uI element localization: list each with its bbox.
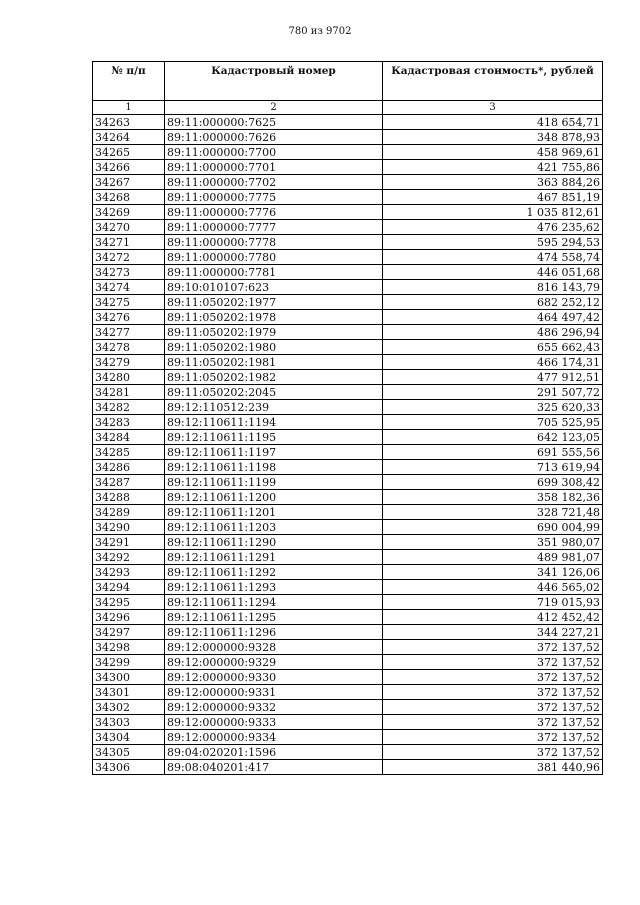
row-index: 34289	[93, 505, 165, 520]
table-row	[93, 115, 603, 130]
table-row	[93, 565, 603, 580]
cadastral-number: 89:12:110611:1295	[165, 610, 383, 625]
cadastral-number: 89:12:110611:1294	[165, 595, 383, 610]
cadastral-value: 412 452,42	[383, 610, 603, 625]
row-index: 34277	[93, 325, 165, 340]
cadastral-number: 89:12:110611:1296	[165, 625, 383, 640]
cadastral-number: 89:11:000000:7777	[165, 220, 383, 235]
row-index: 34264	[93, 130, 165, 145]
row-index: 34263	[93, 115, 165, 130]
cadastral-value: 466 174,31	[383, 355, 603, 370]
cadastral-value: 363 884,26	[383, 175, 603, 190]
cadastral-value: 464 497,42	[383, 310, 603, 325]
table-row	[93, 310, 603, 325]
table-row	[93, 295, 603, 310]
cadastral-value: 348 878,93	[383, 130, 603, 145]
table-row	[93, 760, 603, 775]
cadastral-number: 89:11:050202:1980	[165, 340, 383, 355]
cadastral-value: 705 525,95	[383, 415, 603, 430]
row-index: 34305	[93, 745, 165, 760]
table-row	[93, 130, 603, 145]
cadastral-value: 328 721,48	[383, 505, 603, 520]
cadastral-value: 699 308,42	[383, 475, 603, 490]
cadastral-value: 372 137,52	[383, 685, 603, 700]
column-header-cadastral-value: Кадастровая стоимость*, рублей	[383, 62, 603, 101]
column-number: 2	[165, 101, 383, 115]
cadastral-value: 477 912,51	[383, 370, 603, 385]
cadastral-number: 89:11:000000:7781	[165, 265, 383, 280]
cadastral-value: 719 015,93	[383, 595, 603, 610]
row-index: 34290	[93, 520, 165, 535]
cadastral-value: 1 035 812,61	[383, 205, 603, 220]
table-row	[93, 220, 603, 235]
table-row	[93, 745, 603, 760]
cadastral-value: 372 137,52	[383, 730, 603, 745]
cadastral-value: 372 137,52	[383, 745, 603, 760]
cadastral-value: 467 851,19	[383, 190, 603, 205]
table-row	[93, 655, 603, 670]
row-index: 34285	[93, 445, 165, 460]
row-index: 34286	[93, 460, 165, 475]
table-row	[93, 370, 603, 385]
table-row	[93, 730, 603, 745]
row-index: 34276	[93, 310, 165, 325]
table-row	[93, 685, 603, 700]
row-index: 34298	[93, 640, 165, 655]
cadastral-value: 372 137,52	[383, 670, 603, 685]
table-row	[93, 355, 603, 370]
row-index: 34288	[93, 490, 165, 505]
table-row	[93, 280, 603, 295]
row-index: 34299	[93, 655, 165, 670]
cadastral-value: 381 440,96	[383, 760, 603, 775]
table-row	[93, 640, 603, 655]
cadastral-number: 89:11:000000:7626	[165, 130, 383, 145]
cadastral-number: 89:12:110611:1292	[165, 565, 383, 580]
cadastral-value: 372 137,52	[383, 715, 603, 730]
row-index: 34268	[93, 190, 165, 205]
table-row	[93, 505, 603, 520]
column-number: 3	[383, 101, 603, 115]
column-header-index: № п/п	[93, 62, 165, 101]
cadastral-value: 595 294,53	[383, 235, 603, 250]
table-row	[93, 175, 603, 190]
column-number-row	[93, 101, 603, 115]
row-index: 34284	[93, 430, 165, 445]
cadastral-number: 89:11:000000:7625	[165, 115, 383, 130]
row-index: 34304	[93, 730, 165, 745]
table-header-row	[93, 62, 603, 101]
row-index: 34280	[93, 370, 165, 385]
cadastral-number: 89:12:110611:1194	[165, 415, 383, 430]
cadastral-number: 89:11:050202:1977	[165, 295, 383, 310]
cadastral-number: 89:11:000000:7778	[165, 235, 383, 250]
cadastral-number: 89:12:000000:9332	[165, 700, 383, 715]
cadastral-number: 89:11:050202:1978	[165, 310, 383, 325]
cadastral-value: 489 981,07	[383, 550, 603, 565]
row-index: 34275	[93, 295, 165, 310]
cadastral-value: 351 980,07	[383, 535, 603, 550]
cadastral-value: 341 126,06	[383, 565, 603, 580]
table-row	[93, 580, 603, 595]
table-row	[93, 250, 603, 265]
table-row	[93, 610, 603, 625]
cadastral-number: 89:12:110611:1293	[165, 580, 383, 595]
row-index: 34300	[93, 670, 165, 685]
cadastral-value: 372 137,52	[383, 655, 603, 670]
cadastral-value: 372 137,52	[383, 700, 603, 715]
table-row	[93, 700, 603, 715]
cadastral-number: 89:11:050202:1982	[165, 370, 383, 385]
row-index: 34281	[93, 385, 165, 400]
cadastral-number: 89:12:000000:9330	[165, 670, 383, 685]
table-row	[93, 430, 603, 445]
cadastral-value: 816 143,79	[383, 280, 603, 295]
page-number-header: 780 из 9702	[288, 26, 352, 37]
row-index: 34287	[93, 475, 165, 490]
column-number: 1	[93, 101, 165, 115]
table-row	[93, 190, 603, 205]
table-row	[93, 535, 603, 550]
table-row	[93, 160, 603, 175]
row-index: 34295	[93, 595, 165, 610]
cadastral-number: 89:12:000000:9331	[165, 685, 383, 700]
table-row	[93, 715, 603, 730]
row-index: 34297	[93, 625, 165, 640]
row-index: 34266	[93, 160, 165, 175]
row-index: 34296	[93, 610, 165, 625]
table-row	[93, 520, 603, 535]
cadastral-value: 655 662,43	[383, 340, 603, 355]
table-row	[93, 445, 603, 460]
cadastral-number: 89:11:000000:7775	[165, 190, 383, 205]
row-index: 34294	[93, 580, 165, 595]
cadastral-number: 89:12:110611:1195	[165, 430, 383, 445]
cadastral-value: 372 137,52	[383, 640, 603, 655]
row-index: 34291	[93, 535, 165, 550]
cadastral-value: 476 235,62	[383, 220, 603, 235]
cadastral-value: 642 123,05	[383, 430, 603, 445]
table-row	[93, 595, 603, 610]
cadastral-value: 486 296,94	[383, 325, 603, 340]
row-index: 34272	[93, 250, 165, 265]
cadastral-number: 89:12:110611:1291	[165, 550, 383, 565]
table-row	[93, 670, 603, 685]
table-row	[93, 205, 603, 220]
row-index: 34292	[93, 550, 165, 565]
cadastral-number: 89:12:000000:9328	[165, 640, 383, 655]
cadastral-value: 344 227,21	[383, 625, 603, 640]
table-row	[93, 490, 603, 505]
cadastral-value: 325 620,33	[383, 400, 603, 415]
cadastral-number: 89:12:000000:9329	[165, 655, 383, 670]
row-index: 34267	[93, 175, 165, 190]
cadastral-value: 458 969,61	[383, 145, 603, 160]
row-index: 34282	[93, 400, 165, 415]
cadastral-value: 690 004,99	[383, 520, 603, 535]
row-index: 34273	[93, 265, 165, 280]
table-row	[93, 265, 603, 280]
cadastral-number: 89:12:110611:1200	[165, 490, 383, 505]
row-index: 34302	[93, 700, 165, 715]
row-index: 34301	[93, 685, 165, 700]
table-row	[93, 325, 603, 340]
cadastral-number: 89:10:010107:623	[165, 280, 383, 295]
row-index: 34279	[93, 355, 165, 370]
column-header-cadastral-number: Кадастровый номер	[165, 62, 383, 101]
cadastral-number: 89:11:000000:7700	[165, 145, 383, 160]
table-row	[93, 400, 603, 415]
row-index: 34303	[93, 715, 165, 730]
cadastral-number: 89:12:000000:9334	[165, 730, 383, 745]
table-row	[93, 415, 603, 430]
table-row	[93, 235, 603, 250]
cadastral-value: 713 619,94	[383, 460, 603, 475]
cadastral-value: 474 558,74	[383, 250, 603, 265]
row-index: 34270	[93, 220, 165, 235]
cadastral-number: 89:12:110611:1199	[165, 475, 383, 490]
table-row	[93, 385, 603, 400]
cadastral-number: 89:12:110611:1201	[165, 505, 383, 520]
table-row	[93, 340, 603, 355]
cadastral-number: 89:12:000000:9333	[165, 715, 383, 730]
table-row	[93, 145, 603, 160]
cadastral-value: 358 182,36	[383, 490, 603, 505]
cadastral-value: 691 555,56	[383, 445, 603, 460]
cadastral-number: 89:12:110611:1198	[165, 460, 383, 475]
cadastral-number: 89:04:020201:1596	[165, 745, 383, 760]
row-index: 34274	[93, 280, 165, 295]
cadastral-number: 89:11:050202:2045	[165, 385, 383, 400]
row-index: 34306	[93, 760, 165, 775]
row-index: 34283	[93, 415, 165, 430]
cadastral-number: 89:11:000000:7702	[165, 175, 383, 190]
cadastral-number: 89:11:050202:1979	[165, 325, 383, 340]
cadastral-value: 682 252,12	[383, 295, 603, 310]
row-index: 34271	[93, 235, 165, 250]
cadastral-number: 89:08:040201:417	[165, 760, 383, 775]
cadastral-value: 418 654,71	[383, 115, 603, 130]
cadastral-number: 89:12:110512:239	[165, 400, 383, 415]
row-index: 34265	[93, 145, 165, 160]
cadastral-value: 446 051,68	[383, 265, 603, 280]
cadastral-number: 89:11:000000:7701	[165, 160, 383, 175]
table-row	[93, 460, 603, 475]
cadastral-number: 89:12:110611:1290	[165, 535, 383, 550]
cadastral-number: 89:11:050202:1981	[165, 355, 383, 370]
cadastral-number: 89:11:000000:7776	[165, 205, 383, 220]
row-index: 34293	[93, 565, 165, 580]
cadastral-value: 421 755,86	[383, 160, 603, 175]
row-index: 34269	[93, 205, 165, 220]
cadastral-value: 291 507,72	[383, 385, 603, 400]
cadastral-value-table	[92, 61, 603, 775]
table-row	[93, 625, 603, 640]
row-index: 34278	[93, 340, 165, 355]
cadastral-value: 446 565,02	[383, 580, 603, 595]
cadastral-number: 89:12:110611:1203	[165, 520, 383, 535]
cadastral-number: 89:12:110611:1197	[165, 445, 383, 460]
table-row	[93, 550, 603, 565]
cadastral-number: 89:11:000000:7780	[165, 250, 383, 265]
table-row	[93, 475, 603, 490]
